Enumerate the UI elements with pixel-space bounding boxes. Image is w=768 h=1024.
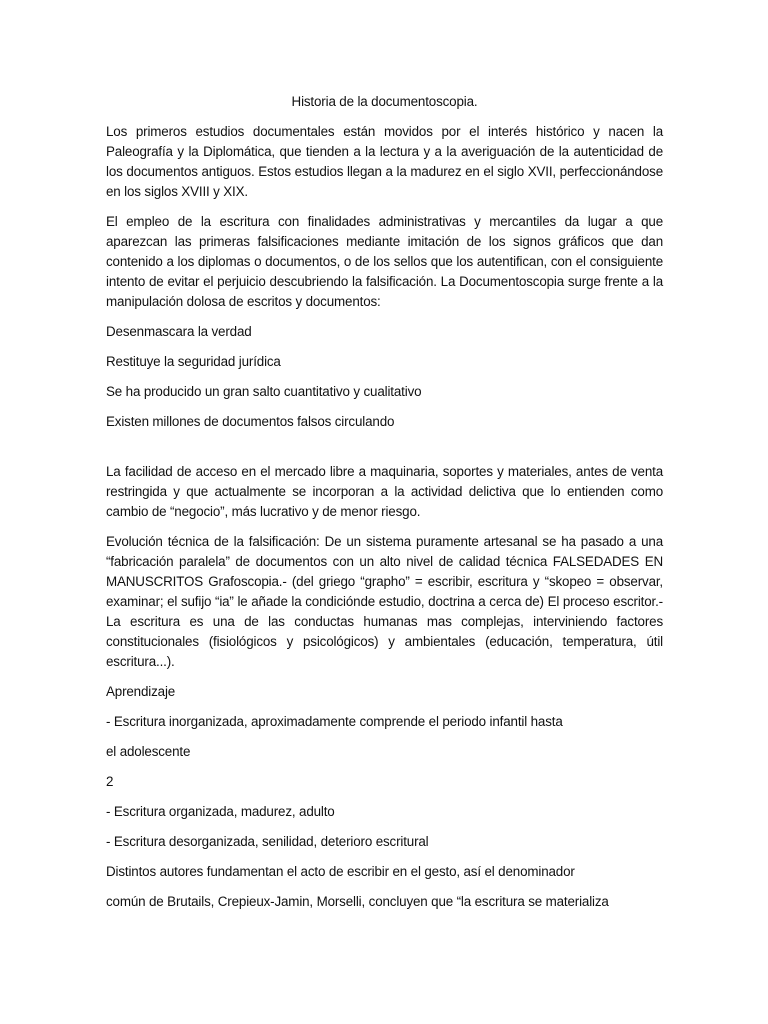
list-item: Existen millones de documentos falsos circulando [106,414,395,429]
page-number: 2 [106,774,114,789]
list-item: Se ha producido un gran salto cuantitativo y cualitativo [106,384,422,399]
document-page [106,92,663,922]
line-adolescente: el adolescente [106,744,191,759]
list-item: Restituye la seguridad jurídica [106,354,281,369]
line-autores: Distintos autores fundamentan el acto de escribir en el gesto, así el denominador [106,864,575,879]
line-comun: común de Brutails, Crepieux-Jamin, Morselli, concluyen que “la escritura se materializa [106,894,609,909]
paragraph-technical-evolution: Evolución técnica de la falsificación: De un sistema puramente artesanal se ha pasado a una “fabricación paralela” de documentos con un alto nivel de calidad técnica FALSEDADES EN MANUSCRITOS Grafoscopia.- (del griego “grapho” = escribir, escritura y “skopeo = observar, examinar; el sufijo “ia” le añade la condiciónde estudio, doctrina a cerca de) El proceso escritor.- La escritura es una de las conductas humanas mas complejas, interviniendo factores constitucionales (fisiológicos y psicológicos) y ambientales (educación, temperatura, útil escritura...). [106,534,663,669]
heading-aprendizaje: Aprendizaje [106,684,176,699]
paragraph-falsification: El empleo de la escritura con finalidades administrativas y mercantiles da lugar a que aparezcan las primeras falsificaciones mediante imitación de los signos gráficos que dan contenido a los diplomas o documentos, o de los sellos que los autentifican, con el consiguiente intento de evitar el perjuicio descubriendo la falsificación. La Documentoscopia surge frente a la manipulación dolosa de escritos y documentos: [106,214,663,309]
blank-line [106,442,663,462]
line-desorganizada: - Escritura desorganizada, senilidad, deterioro escritural [106,834,429,849]
list-item: Desenmascara la verdad [106,324,252,339]
paragraph-origins: Los primeros estudios documentales están movidos por el interés histórico y nacen la Paleografía y la Diplomática, que tienden a la lectura y a la averiguación de la autenticidad de los documentos antiguos. Estos estudios llegan a la madurez en el siglo XVII, perfeccionándose en los siglos XVIII y XIX. [106,124,663,199]
paragraph-market-access: La facilidad de acceso en el mercado libre a maquinaria, soportes y materiales, antes de venta restringida y que actualmente se incorporan a la actividad delictiva que lo entienden como cambio de “negocio”, más lucrativo y de menor riesgo. [106,464,663,519]
document-title: Historia de la documentoscopia. [291,94,478,109]
line-organizada: - Escritura organizada, madurez, adulto [106,804,335,819]
line-inorganizada: - Escritura inorganizada, aproximadamente comprende el periodo infantil hasta [106,714,563,729]
